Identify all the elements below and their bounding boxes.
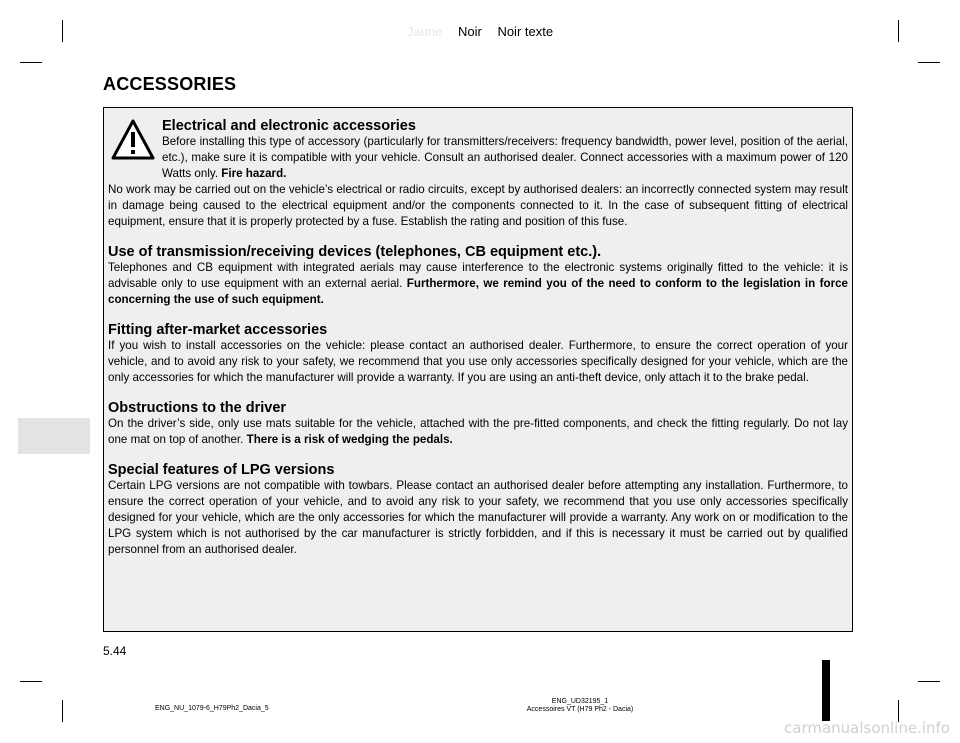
section-text-transmission: Telephones and CB equipment with integrated aerials may cause interference to the electronic systems originally fitted to the vehicle: it is advisable only to use equipment with an external aerial. Furthermore, we remind you of the need to conform to the legislation in force concerning the use of such equipment. bbox=[108, 261, 848, 306]
section-title-aftermarket: Fitting after-market accessories bbox=[108, 322, 328, 338]
crop-mark bbox=[918, 681, 940, 682]
section-text-electrical-1: Before installing this type of accessory (particularly for transmitters/receivers: frequency bandwidth, power level, position of the aerial, etc.), make sure it is compatible with your vehicle. Consult an authorised dealer. Connect accessories with a maximum power of 120 Watts only. Fire hazard. bbox=[162, 135, 848, 180]
warning-triangle-icon bbox=[110, 118, 156, 168]
footer-right-line2: Accessoires VT (H79 Ph2 - Dacia) bbox=[526, 706, 634, 713]
print-color-labels bbox=[0, 24, 960, 39]
warning-box bbox=[103, 107, 853, 632]
page-number: 5.44 bbox=[103, 644, 127, 658]
page-title: ACCESSORIES bbox=[103, 74, 237, 94]
color-label-jaune: Jaune bbox=[406, 24, 443, 39]
footer-right-line1: ENG_UD32195_1 bbox=[551, 698, 609, 705]
section-text-lpg: Certain LPG versions are not compatible with towbars. Please contact an authorised dealer before attempting any installation. Furthermore, to ensure the correct operation of your vehicle, and to avoid any risk to your safety, we recommend that you use only accessories specifically designed for your vehicle, which are the only accessories for which the manufacturer will provide a warranty. Any work on or modification to the LPG system which is not authorised by the car manufacturer is strictly forbidden, and if this is necessary it must be carried out by qualified personnel from an authorised dealer. bbox=[108, 479, 848, 556]
thumb-index-bar bbox=[822, 660, 830, 721]
footer-left-ref: ENG_NU_1079-6_H79Ph2_Dacia_5 bbox=[155, 705, 269, 712]
section-title-lpg: Special features of LPG versions bbox=[108, 462, 335, 478]
section-text-electrical-2: No work may be carried out on the vehicle’s electrical or radio circuits, except by authorised dealers: an incorrectly connected system may result in damage being caused to the electrical equipment and/or the components connected to it. In the case of subsequent fitting of electrical equipment, ensure that it is properly protected by a fuse. Establish the rating and position of this fuse. bbox=[108, 183, 848, 228]
crop-mark bbox=[20, 62, 42, 63]
section-text-obstructions: On the driver’s side, only use mats suitable for the vehicle, attached with the pre-fitted components, and check the fitting regularly. Do not lay one mat on top of another. There is a risk of wedging the pedals. bbox=[108, 417, 848, 446]
crop-mark bbox=[62, 700, 63, 722]
section-title-transmission: Use of transmission/receiving devices (telephones, CB equipment etc.). bbox=[108, 244, 602, 260]
color-label-noir: Noir bbox=[457, 24, 482, 39]
section-text-aftermarket: If you wish to install accessories on the vehicle: please contact an authorised dealer. Furthermore, to ensure the correct operation of your vehicle, and to avoid any risk to your safety, we recommend that you use only accessories specifically designed for your vehicle, which are the only accessories for which the manufacturer will provide a warranty. If you are using an anti-theft device, only attach it to the brake pedal. bbox=[108, 339, 848, 384]
section-title-electrical: Electrical and electronic accessories bbox=[162, 118, 416, 134]
section-side-tab bbox=[18, 418, 90, 454]
crop-mark bbox=[20, 681, 42, 682]
section-title-obstructions: Obstructions to the driver bbox=[108, 400, 287, 416]
watermark: carmanualsonline.info bbox=[784, 719, 950, 737]
footer-right-ref bbox=[480, 698, 680, 714]
color-label-noir-texte: Noir texte bbox=[497, 24, 554, 39]
crop-mark bbox=[918, 62, 940, 63]
